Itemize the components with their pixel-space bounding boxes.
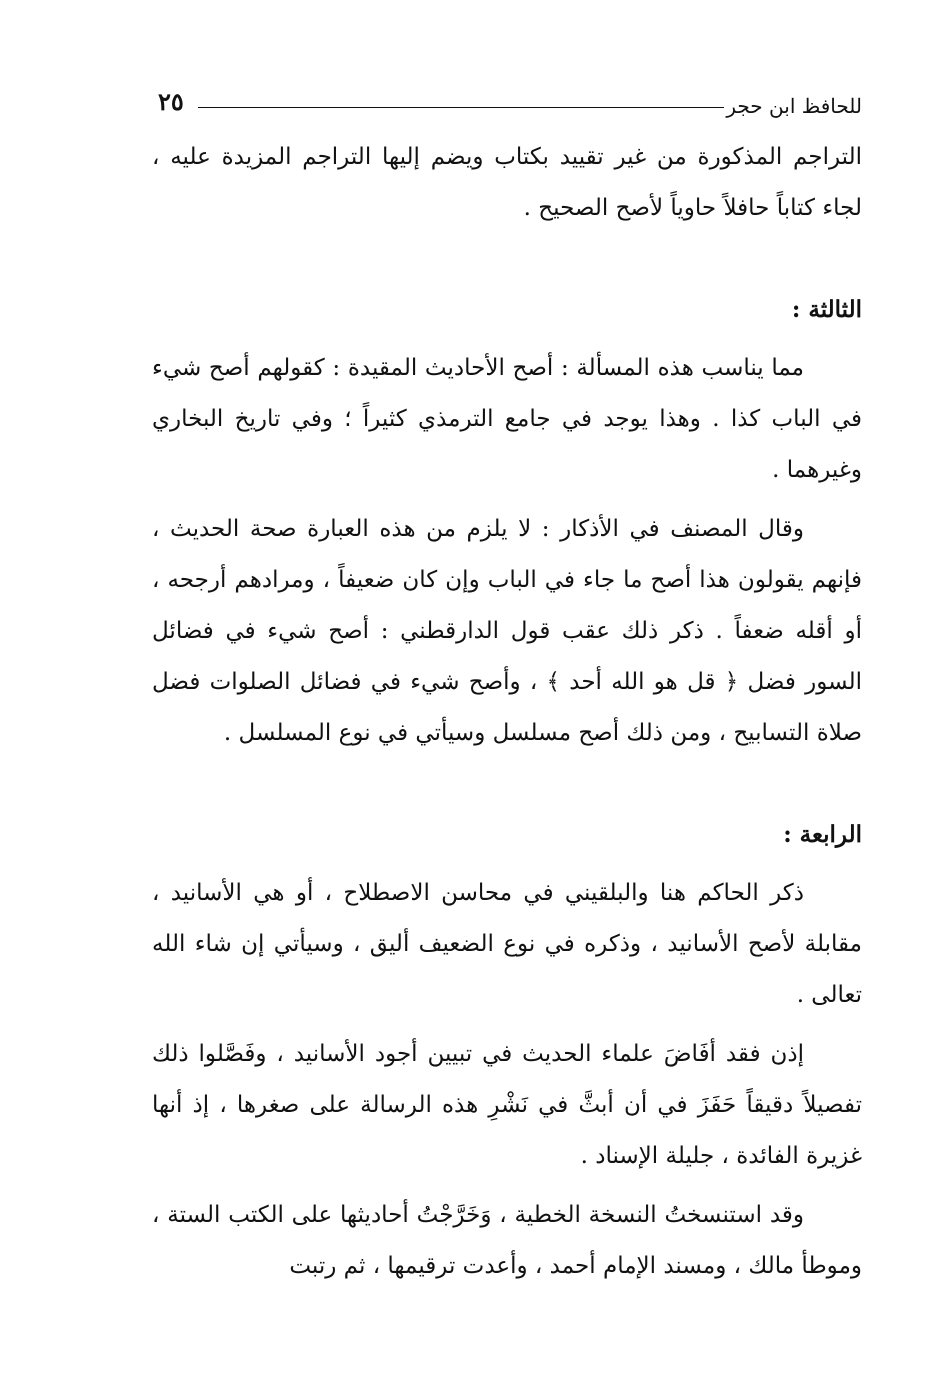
running-title: للحافظ ابن حجر [726, 94, 862, 118]
paragraph-fourth: ذكر الحاكم هنا والبلقيني في محاسن الاصطلاح ، أو هي الأسانيد ، مقابلة لأصح الأسانيد ، وذكره في نوع الضعيف أليق ، وسيأتي إن شاء الله تعالى . [152, 880, 862, 1008]
paragraph-continuation: التراجم المذكورة من غير تقييد بكتاب ويضم إليها التراجم المزيدة عليه ، لجاء كتاباً حافلاً حاوياً لأصح الصحيح . [152, 144, 862, 221]
spacer [152, 335, 862, 343]
spacer [152, 759, 862, 809]
paragraph-third: مما يناسب هذه المسألة : أصح الأحاديث المقيدة : كقولهم أصح شيء في الباب كذا . وهذا يوجد في جامع الترمذي كثيراً ؛ وفي تاريخ البخاري وغيرهما . [152, 355, 862, 483]
spacer [152, 234, 862, 284]
spacer [152, 860, 862, 868]
paragraph-adhkar: وقال المصنف في الأذكار : لا يلزم من هذه العبارة صحة الحديث ، فإنهم يقولون هذا أصح ما جاء في الباب وإن كان ضعيفاً ، ومرادهم أرجحه ، أو أقله ضعفاً . ذكر ذلك عقب قول الدارقطني : أصح شيء في فضائل السور فضل ﴿ قل هو الله أحد ﴾ ، وأصح شيء في فضائل الصلوات فضل صلاة التسابيح ، ومن ذلك أصح مسلسل وسيأتي في نوع المسلسل . [152, 516, 862, 746]
paragraph-method: وقد استنسختُ النسخة الخطية ، وَخَرَّجْتُ أحاديثها على الكتب الستة ، وموطأ مالك ، ومسند الإمام أحمد ، وأعدت ترقيمها ، ثم رتبت [152, 1202, 862, 1279]
spacer [152, 1182, 862, 1190]
page-number: ٢٥ [158, 87, 184, 116]
header-rule [198, 107, 724, 108]
page-body [152, 132, 862, 1292]
section-heading-third: الثالثة : [791, 296, 862, 323]
page-header [150, 86, 862, 126]
spacer [152, 1021, 862, 1029]
spacer [152, 496, 862, 504]
paragraph-conclusion: إذن فقد أفَاضَ علماء الحديث في تبيين أجود الأسانيد ، وفَصَّلوا ذلك تفصيلاً دقيقاً حَفَزَ في أن أبثَّ في نَشْرِ هذه الرسالة على صغرها ، إذ أنها غزيرة الفائدة ، جليلة الإسناد . [152, 1041, 862, 1169]
section-heading-fourth: الرابعة : [783, 821, 862, 848]
